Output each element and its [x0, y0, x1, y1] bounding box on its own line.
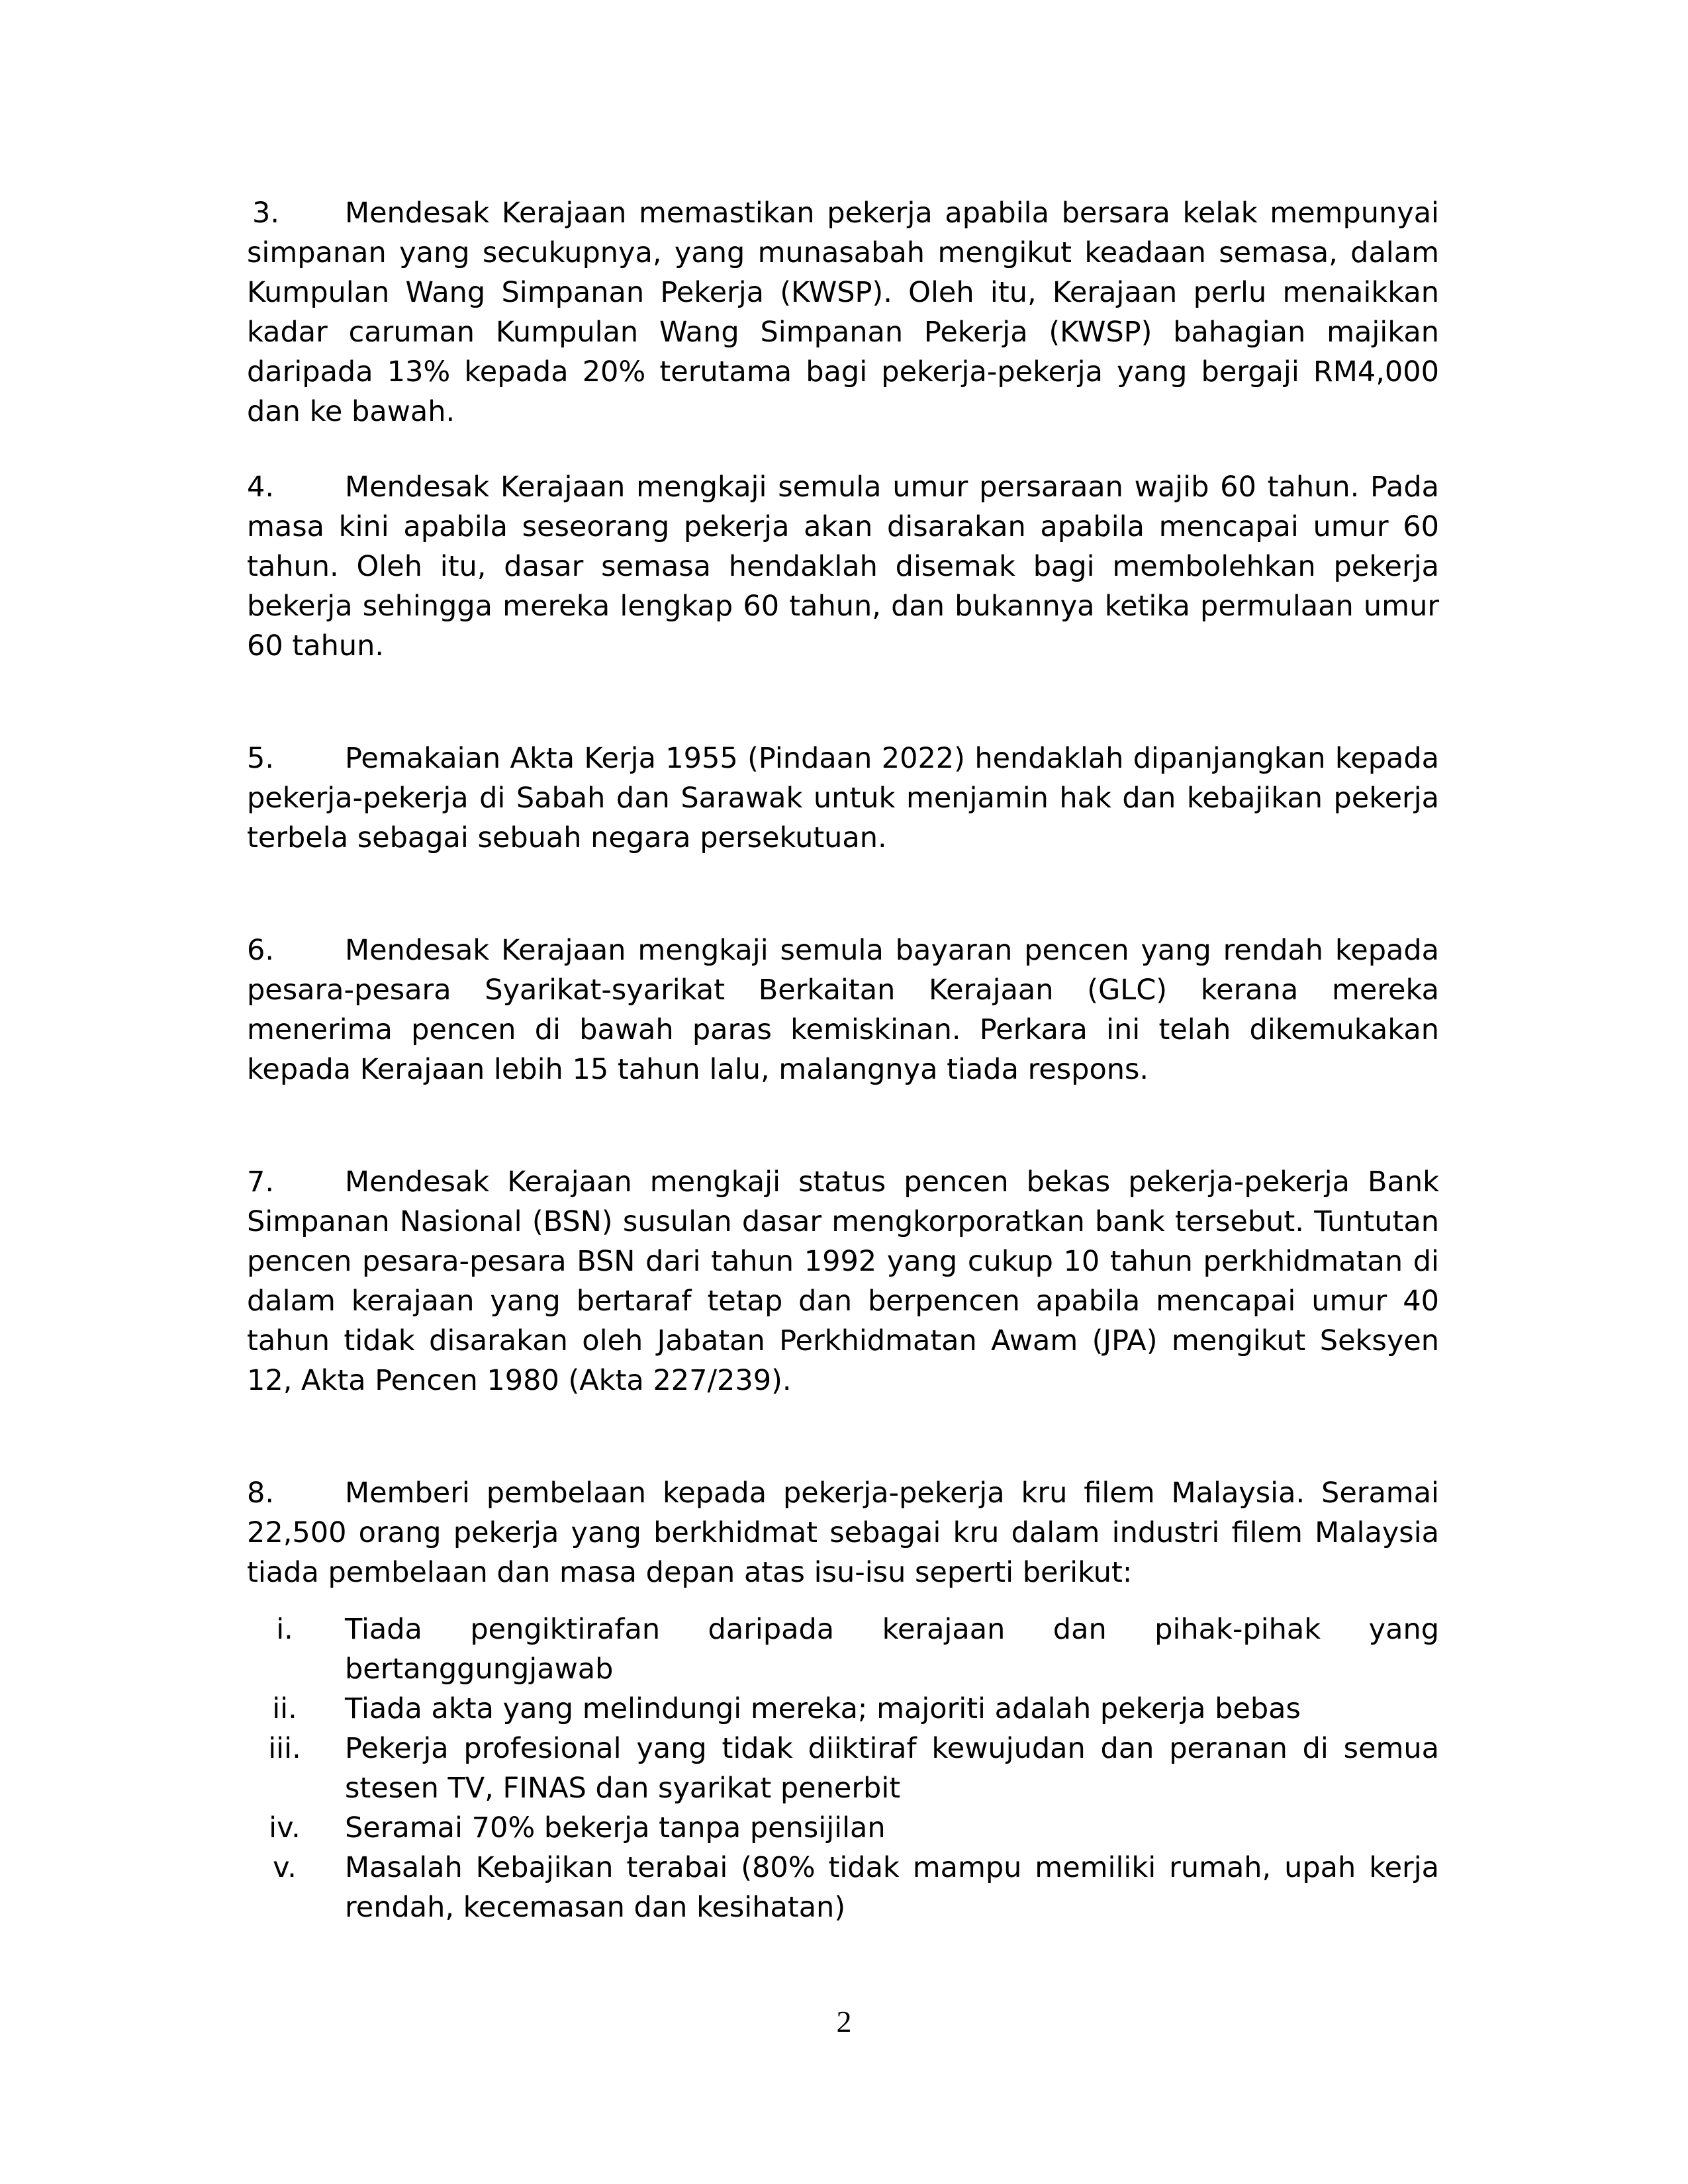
list-item-number: ii.	[272, 1692, 297, 1725]
list-item-text: Pekerja profesional yang tidak diiktiraf kewujudan dan peranan di semua stesen TV, FINAS dan syarikat penerbit	[345, 1732, 1439, 1805]
paragraph-text: Pemakaian Akta Kerja 1955 (Pindaan 2022) hendaklah dipanjangkan kepada pekerja-pekerja di Sabah dan Sarawak untuk menjamin hak dan kebajikan pekerja terbela sebagai sebuah negara persekutuan.	[247, 742, 1439, 854]
list-item	[247, 1848, 1439, 1927]
list-item-number: v.	[273, 1851, 297, 1884]
paragraph-text: Mendesak Kerajaan mengkaji status pencen bekas pekerja-pekerja Bank Simpanan Nasional (BSN) susulan dasar mengkorporatkan bank tersebut. Tuntutan pencen pesara-pesara BSN dari tahun 1992 yang cukup 10 tahun perkhidmatan di dalam kerajaan yang bertaraf tetap dan berpencen apabila mencapai umur 40 tahun tidak disarakan oleh Jabatan Perkhidmatan Awam (JPA) mengikut Seksyen 12, Akta Pencen 1980 (Akta 227/239).	[247, 1165, 1439, 1397]
list-item-number: i.	[276, 1613, 293, 1646]
paragraph-text: Mendesak Kerajaan mengkaji semula umur persaraan wajib 60 tahun. Pada masa kini apabila seseorang pekerja akan disarakan apabila mencapai umur 60 tahun. Oleh itu, dasar semasa hendaklah disemak bagi membolehkan pekerja bekerja sehingga mereka lengkap 60 tahun, dan bukannya ketika permulaan umur 60 tahun.	[247, 471, 1439, 662]
paragraph-number: 5.	[247, 742, 275, 775]
paragraph-5	[247, 739, 1439, 858]
list-item	[247, 1729, 1439, 1808]
list-item-number: iv.	[269, 1811, 301, 1844]
paragraph-7	[247, 1162, 1439, 1400]
list-item-text: Tiada akta yang melindungi mereka; majoriti adalah pekerja bebas	[345, 1692, 1301, 1725]
list-item	[247, 1808, 1439, 1848]
paragraph-4	[247, 467, 1439, 666]
list-item-text: Seramai 70% bekerja tanpa pensijilan	[345, 1811, 886, 1844]
list-item-number: iii.	[268, 1732, 301, 1765]
document-body	[247, 193, 1439, 1927]
list-item	[247, 1689, 1439, 1729]
paragraph-8	[247, 1473, 1439, 1592]
paragraph-text: Mendesak Kerajaan memastikan pekerja apabila bersara kelak mempunyai simpanan yang secukupnya, yang munasabah mengikut keadaan semasa, dalam Kumpulan Wang Simpanan Pekerja (KWSP). Oleh itu, Kerajaan perlu menaikkan kadar caruman Kumpulan Wang Simpanan Pekerja (KWSP) bahagian majikan daripada 13% kepada 20% terutama bagi pekerja-pekerja yang bergaji RM4,000 dan ke bawah.	[247, 197, 1439, 428]
list-item-text: Tiada pengiktirafan daripada kerajaan dan pihak-pihak yang bertanggungjawab	[345, 1613, 1439, 1686]
list-item-text: Masalah Kebajikan terabai (80% tidak mampu memiliki rumah, upah kerja rendah, kecemasan dan kesihatan)	[345, 1851, 1439, 1924]
paragraph-number: 6.	[247, 934, 275, 967]
paragraph-number: 4.	[247, 471, 275, 504]
issue-list	[247, 1610, 1439, 1927]
paragraph-number: 7.	[247, 1165, 275, 1199]
paragraph-3	[247, 193, 1439, 432]
page-number: 2	[836, 2005, 852, 2038]
paragraph-text: Memberi pembelaan kepada pekerja-pekerja kru filem Malaysia. Seramai 22,500 orang pekerja yang berkhidmat sebagai kru dalam industri filem Malaysia tiada pembelaan dan masa depan atas isu-isu seperti berikut:	[247, 1477, 1439, 1589]
paragraph-text: Mendesak Kerajaan mengkaji semula bayaran pencen yang rendah kepada pesara-pesara Syarikat-syarikat Berkaitan Kerajaan (GLC) kerana mereka menerima pencen di bawah paras kemiskinan. Perkara ini telah dikemukakan kepada Kerajaan lebih 15 tahun lalu, malangnya tiada respons.	[247, 934, 1439, 1086]
paragraph-6	[247, 931, 1439, 1089]
paragraph-number: 8.	[247, 1477, 275, 1510]
paragraph-number: 3.	[252, 197, 280, 230]
list-item	[247, 1610, 1439, 1689]
